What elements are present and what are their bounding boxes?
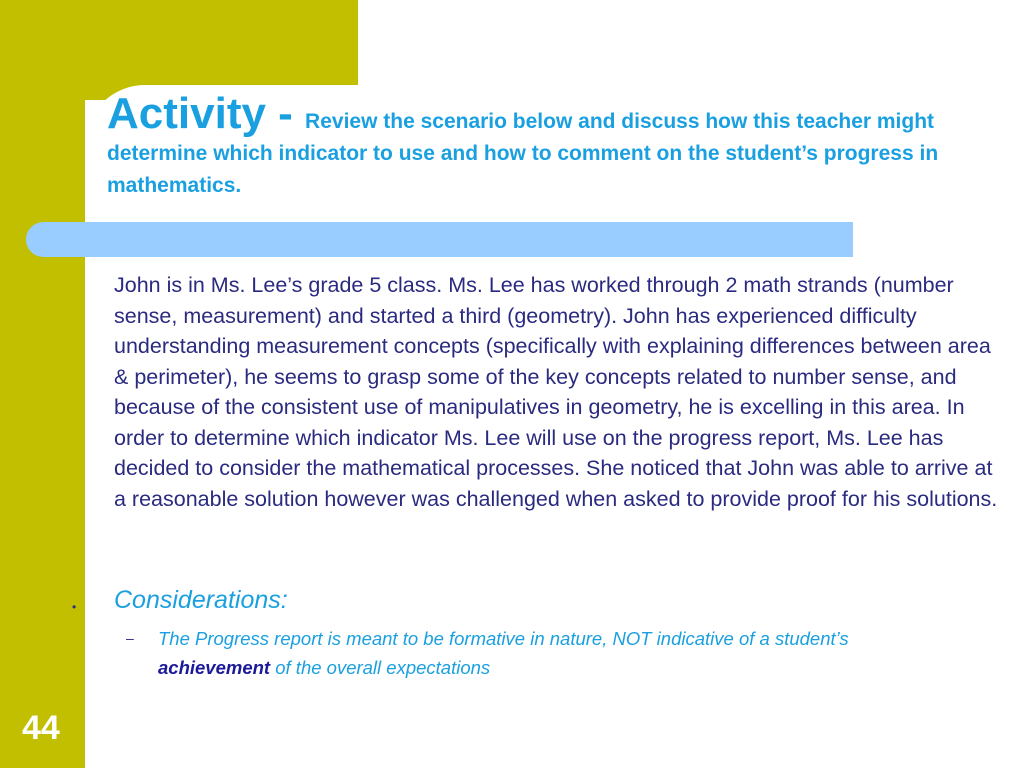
note-text-start: The Progress report is meant to be formative in nature, NOT indicative of a student’s: [158, 628, 849, 649]
slide-title: [107, 89, 957, 203]
note-text-end: of the overall expectations: [270, 657, 491, 678]
frame-left-strip: [0, 0, 85, 768]
page-number: 44: [22, 709, 60, 747]
bullet-marker: •: [72, 600, 77, 614]
considerations-heading: Considerations:: [114, 586, 288, 614]
dash-marker: –: [126, 630, 134, 646]
scenario-paragraph: John is in Ms. Lee’s grade 5 class. Ms. Lee has worked through 2 math strands (number sense, measurement) and started a third (geometry). John has experienced difficulty understanding measurement concepts (specifically with explaining differences between area & perimeter), he seems to grasp some of the key concepts related to number sense, and because of the consistent use of manipulatives in geometry, he is excelling in this area. In order to determine which indicator Ms. Lee will use on the progress report, Ms. Lee has decided to consider the mathematical processes. She noticed that John was able to arrive at a reasonable solution however was challenged when asked to provide proof for his solutions.: [114, 273, 998, 511]
title-main: Activity -: [107, 89, 306, 138]
note-emphasis: achievement: [158, 657, 271, 678]
title-subtitle: Review the scenario below and discuss how this teacher might determine which indicator to use and how to comment on the student’s progress in mathematics.: [107, 110, 939, 197]
considerations-note: [158, 624, 938, 682]
accent-bar: [26, 222, 853, 257]
